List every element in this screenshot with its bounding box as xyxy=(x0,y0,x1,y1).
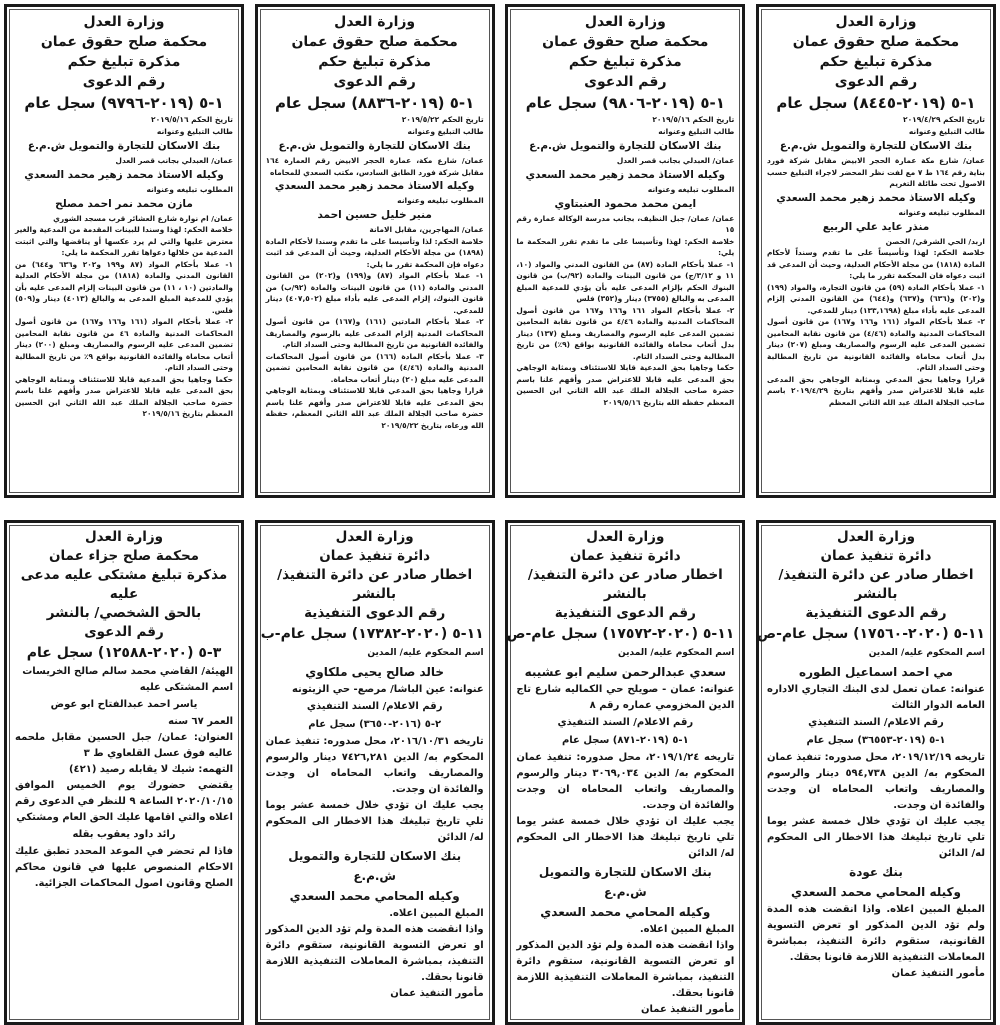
notice-body: عنوانه: عين الباشا/ مرصع- حي الزيتونه xyxy=(291,684,484,695)
notice-body: حكما وجاهيا بحق المدعية قابلا للاستئناف وبمثابة الوجاهي بحق المدعى عليه قابلا للاعتراض صدر وأفهم علنا باسم حضرة صاحب الجلالة الملك عبد الله الثاني ابن الحسين المعظم حفظه الله بتاريخ ٢٠١٩/٥/١٦ xyxy=(516,363,735,407)
notice-heading: دائرة تنفيذ عمان xyxy=(820,548,932,564)
notice-heading: اخطار صادر عن دائرة التنفيذ/بالنشر xyxy=(778,567,974,602)
notice-label: تاريخ الحكم ٢٠١٩/٥/١٦ xyxy=(151,115,233,124)
notice-body: يجب عليك ان تؤدي خلال خمسة عشر يوما تلي تاريخ تبليغك هذا الاخطار الى المحكوم له/ الدائن xyxy=(766,816,985,859)
notice-body: ١- عملا بأحكام المواد (٨٧ و١٩٩ و٢٠٢ و٦٣٦ و٦٤٤) من القانون المدني والمادة (١٨١٨) من مجلة الأحكام العدلية والمادتين (١٠ ، ١١) من قانون البينات إلزام المدعى عليه بأن يؤدي للمدعية المبلغ المدعى به والبالغ (٤٠١٣) دينار و(٥٠٩) فلس. xyxy=(15,259,233,315)
notice-body: العمر ٦٧ سنه xyxy=(168,716,233,727)
legal-notice xyxy=(255,520,495,1025)
notice-body: خلاصة الحكم: لذا وتأسيسا على ما تقدم وسندا لأحكام المادة (١٨٩٨) من مجلة الأحكام العدلية، وحيث أن المدعي قد اثبت دعواه فإن المحكمة تقرر ما يلي: xyxy=(265,236,484,269)
notice-heading: وزارة العدل xyxy=(586,529,665,545)
notice-body: ٢- عملا بأحكام المواد ١٦١ و١٦٦ و١٦٧ من قانون أصول المحاكمات المدنية والمادة ٤/٤٦ من قانون نقابة المحامين تضمين المدعى عليه الرسوم والمصاريف ومبلغ (١٣٧) دينار بدل أتعاب محاماة والفائدة القانونية بواقع (٩٪) من تاريخ المطالبة وحتى السداد التام. xyxy=(516,305,735,361)
notice-label: طالب التبليغ وعنوانه xyxy=(658,127,735,136)
notice-subcase: ١-٥ (٢٠١٩-٣٦٥٥٣) سجل عام xyxy=(806,735,946,746)
notice-heading: رقم الدعوى xyxy=(584,74,667,90)
notice-party: وكيله الاستاذ محمد زهير محمد السعدي xyxy=(274,180,475,192)
notice-body: المبلغ المبين اعلاه. xyxy=(639,924,735,935)
notice-body: عمان/ العبدلي بجانب قصر العدل xyxy=(616,156,735,165)
notice-case-number: ١-٥ (٢٠١٩-٩٨٠٦) سجل عام xyxy=(525,94,725,112)
notice-body: واذا انقضت هذه المدة ولم تؤد الدين المذكور او تعرض التسوية القانونية، ستقوم دائرة التنفيذ، بمباشرة المعاملات التنفيذية اللازمة قانونا بحقك. xyxy=(516,940,735,999)
notice-heading: وزارة العدل xyxy=(836,529,915,545)
notice-body: فاذا لم تحضر في الموعد المحدد تطبق عليك الاحكام المنصوص عليها في قانون محاكم الصلح وقانون اصول المحاكمات الجزائية. xyxy=(15,846,233,889)
notice-party: وكيله الاستاذ محمد زهير محمد السعدي xyxy=(24,168,224,181)
notice-heading: اخطار صادر عن دائرة التنفيذ/بالنشر xyxy=(277,567,473,602)
notice-heading: بالحق الشخصي/ بالنشر xyxy=(46,605,202,621)
notice-body: خلاصة الحكم: لهذا وتأسيساً على ما تقدم وسنداً لأحكام المادة (١٨١٨) من مجلة الأحكام العدلية، وحيث أن المدعي قد اثبت دعواه فان المحكمة تقرر ما يلي: xyxy=(766,248,985,280)
notice-heading: دائرة تنفيذ عمان xyxy=(569,548,681,564)
notice-body: اربد/ الحي الشرقي/ الحصن xyxy=(885,236,985,246)
notice-label: تاريخ الحكم ٢٠١٩/٤/٢٩ xyxy=(903,115,985,124)
notice-body: خلاصة الحكم: لهذا وسندا للبينات المقدمة من المدعية والغير معترض عليها والتي لم يرد عكسها أو يناقضها والتي اثبتت المدعية من خلالها دعواها تقرر المحكمة ما يلي: xyxy=(15,225,233,257)
notice-subcase: ٢-٥ (٢٠١٦-٣٦٥٠) سجل عام xyxy=(308,719,442,730)
notice-party: بنك الاسكان للتجارة والتمويل ش.م.ع xyxy=(779,140,973,152)
notice-heading: مذكرة تبليغ مشتكى عليه مدعى عليه xyxy=(20,567,228,602)
notice-label: اسم المحكوم عليه/ المدين xyxy=(618,648,735,658)
notice-heading: محكمة صلح حقوق عمان xyxy=(40,34,208,50)
notice-label: المطلوب تبليغه وعنوانه xyxy=(647,184,735,194)
top-notices-row xyxy=(0,4,1000,498)
notice-case-number: ١-٥ (٢٠١٩-٨٨٣٦) سجل عام xyxy=(275,94,475,112)
notice-party: بنك الاسكان للتجارة والتمويل ش.م.ع xyxy=(538,865,712,899)
notice-party: وكيله المحامي محمد السعدي xyxy=(540,905,711,919)
notice-heading: محكمة صلح حقوق عمان xyxy=(291,34,458,50)
notice-subcase: رقم الاعلام/ السند التنفيذي xyxy=(808,717,944,728)
notice-body: الهيئة/ القاضي محمد سالم صالح الخريسات xyxy=(22,666,233,677)
notice-heading: محكمة صلح حقوق عمان xyxy=(792,34,960,50)
notice-subcase: رقم الاعلام/ السند التنفيذي xyxy=(306,701,443,712)
notice-heading: وزارة العدل xyxy=(835,14,917,30)
notice-case-number: ١-٥ (٢٠١٩-٩٧٩٦) سجل عام xyxy=(24,94,224,112)
notice-heading: رقم الدعوى التنفيذية xyxy=(304,605,446,621)
notice-body: مأمور التنفيذ عمان xyxy=(891,968,985,979)
notice-party: وكيله الاستاذ محمد زهير محمد السعدي xyxy=(776,191,976,204)
notice-heading: رقم الدعوى التنفيذية xyxy=(554,605,696,621)
notice-label: طالب التبليغ وعنوانه xyxy=(407,127,484,136)
notice-body: يقتضي حضورك يوم الخميس الموافق ٢٠٢٠/١٠/١٥ الساعة ٩ للنظر في الدعوى رقم اعلاه والتي اقامها عليك الحق العام ومشتكي xyxy=(15,780,233,823)
notice-party: منير خليل حسين احمد xyxy=(317,209,432,221)
legal-notice xyxy=(756,520,996,1025)
notice-body: ١- عملا بأحكام المادة (٥٩) من قانون التجارة، والمواد (١٩٩) و(٢٠٢) و(٦٣٦) و(٦٣٧) و(٦٤٤) من القانون المدني إلزام المدعى عليه بأداء مبلغ (١٣٣,١٦٩٨) دينار للمدعي. xyxy=(766,282,985,315)
notice-heading: مذكرة تبليغ حكم xyxy=(568,54,682,70)
notice-body: يجب عليك ان تؤدي خلال خمسة عشر يوما تلي تاريخ تبليغك هذا الاخطار الى المحكوم له/ الدائن xyxy=(516,816,735,859)
notice-body: ١- عملا بأحكام المادة (٨٧) من القانون المدني والمواد (١٠، ١١ و ٣/١٢/ج) من قانون البينات والمادة (٩٢/ب) من قانون البنوك الحكم بإلزام المدعى عليه بأن يؤدي للمدعية المبلغ المدعى به والبالغ (٣٧٥٥) دينار و(٣٥٢) فلس xyxy=(516,259,735,303)
notice-label: تاريخ الحكم ٢٠١٩/٥/٢٢ xyxy=(401,115,484,124)
notice-heading: رقم الدعوى xyxy=(84,624,164,640)
notice-party: وكيله المحامي محمد السعدي xyxy=(289,889,460,903)
notice-body: مأمور التنفيذ عمان xyxy=(390,988,484,999)
notice-label: اسم المحكوم عليه/ المدين xyxy=(868,648,985,658)
notice-label: المطلوب تبليغه وعنوانه xyxy=(397,196,484,205)
notice-heading: رقم الدعوى xyxy=(333,74,416,90)
notice-body: تاريخه ٢٠١٦/١٠/٣١، محل صدوره: تنفيذ عمان المحكوم به/ الدين ٧٤٢٦,٢٨١ دينار والرسوم والمصاريف واتعاب المحاماه ان وجدت والفائدة ان وجدت. xyxy=(265,736,484,795)
notice-heading: محكمة صلح حقوق عمان xyxy=(542,34,709,50)
notice-body: عمان/ شارع مكة عمارة الحجر الابيض مقابل شركة فورد بناية رقم ١٦٤ ط ٧ مع لفت نظر المحضر لاجراء التبليغ حسب الاصول تحت طائلة التغريم xyxy=(766,156,985,188)
notice-heading: مذكرة تبليغ حكم xyxy=(67,54,181,70)
notice-body: قرارا وجاهيا بحق المدعي وبمثابة الوجاهي بحق المدعى عليه قابلا للاعتراض صدر وأفهم بتاريخ ٢٠١٩/٤/٢٩ باسم صاحب الجلالة الملك عبد الله الثاني المعظم xyxy=(766,374,985,407)
notice-party: بنك الاسكان للتجارة والتمويل ش.م.ع xyxy=(27,140,221,152)
notice-heading: دائرة تنفيذ عمان xyxy=(319,548,431,564)
notice-label: طالب التبليغ وعنوانه xyxy=(908,127,985,136)
notice-subcase: ياسر احمد عبدالفتاح ابو عوض xyxy=(50,699,198,710)
notice-body: مأمور التنفيذ عمان xyxy=(640,1004,735,1015)
notice-body: واذا انقضت هذه المدة ولم تؤد الدين المذكور او تعرض التسوية القانونية، ستقوم دائرة التنفيذ، بمباشرة المعاملات التنفيذية اللازمة قانونا بحقك. xyxy=(265,924,484,983)
notice-party: مي احمد اسماعيل الطوره xyxy=(799,665,953,679)
notice-body: ٢- عملا بأحكام المادتين (١٦١) و(١٦٧) من قانون أصول المحاكمات المدنية إلزام المدعى عليه بالرسوم والمصاريف والفائدة القانونية من تاريخ المطالبة وحتى السداد التام. xyxy=(265,317,484,349)
notice-heading: وزارة العدل xyxy=(335,529,414,545)
legal-notice xyxy=(4,520,244,1025)
notice-body: عمان/ المهاجرين، مقابل الامانة xyxy=(369,225,484,234)
notice-body: ٢- عملا بأحكام المواد (١٦١ و١٦٦ و١٦٧) من قانون أصول المحاكمات المدنية والمادة (٤/٤٦) من قانون نقابة المحامين تضمين المدعى عليه الرسوم والمصاريف ومبلغ (٢٠٧) دينار بدل أتعاب محاماة والفائدة القانونية من تاريخ المطالبة وحتى السداد التام. xyxy=(766,317,985,372)
notice-party: بنك الاسكان للتجارة والتمويل ش.م.ع xyxy=(529,140,722,152)
notice-case-number: ١١-٥ (٢٠٢٠-١٧٥٧٢) سجل عام-ص xyxy=(506,626,735,642)
notice-case-number: ١١-٥ (٢٠٢٠-١٧٣٨٢) سجل عام-ب xyxy=(260,626,484,642)
legal-notice xyxy=(756,4,996,498)
notice-label: اسم المحكوم عليه/ المدين xyxy=(367,648,484,658)
notice-heading: رقم الدعوى xyxy=(834,74,918,90)
notice-body: عمان/ عمان/ جبل النظيف، بجانب مدرسة الوكالة عمارة رقم ١٥ xyxy=(516,213,735,234)
notice-body: التهمه: شيك لا يقابله رصيد (٤٢١) xyxy=(68,764,233,775)
notice-party: سعدي عبدالرحمن سليم ابو عشيبه xyxy=(524,665,727,679)
notice-heading: رقم الدعوى xyxy=(82,74,166,90)
legal-notice xyxy=(4,4,244,498)
notice-label: طالب التبليغ وعنوانه xyxy=(156,127,233,136)
legal-notice xyxy=(505,520,745,1025)
notice-heading: محكمة صلح جزاء عمان xyxy=(48,548,200,564)
notice-body: حكما وجاهيا بحق المدعية قابلا للاستئناف وبمثابة الوجاهي بحق المدعى عليه قابلا للاعتراض صدر وأفهم علنا باسم حضرة صاحب الجلالة الملك عبد الله الثاني ابن الحسين المعظم بتاريخ ٢٠١٩/٥/١٦ xyxy=(15,374,233,418)
notice-party: بنك الاسكان للتجارة والتمويل ش.م.ع xyxy=(278,140,471,152)
notice-label: المطلوب تبليغه وعنوانه xyxy=(898,207,985,217)
bottom-notices-row xyxy=(0,520,1000,1025)
notice-party: وكيله المحامي محمد السعدي xyxy=(790,885,961,899)
notice-subcase: رقم الاعلام/ السند التنفيذي xyxy=(557,717,694,728)
notice-heading: وزارة العدل xyxy=(83,14,165,30)
notice-heading: رقم الدعوى التنفيذية xyxy=(805,605,947,621)
notice-label: تاريخ الحكم ٢٠١٩/٥/١٦ xyxy=(652,115,735,124)
notice-heading: مذكرة تبليغ حكم xyxy=(318,54,432,70)
notice-heading: وزارة العدل xyxy=(584,14,666,30)
notice-body: عنوانه: عمان تعمل لدى البنك التجاري الاداره العامه الدوار الثالث xyxy=(766,684,985,711)
notice-party: بنك الاسكان للتجارة والتمويل ش.م.ع xyxy=(288,849,462,883)
notice-party: ايمن محمد محمود العنبتاوي xyxy=(554,197,697,210)
notice-case-number: ١١-٥ (٢٠٢٠-١٧٥٦٠) سجل عام-ص xyxy=(757,626,985,642)
notice-body: خلاصة الحكم: لهذا وتأسيسا على ما تقدم تقرر المحكمة ما يلي: xyxy=(516,236,735,257)
notice-subcase: رائد داود يعقوب بقله xyxy=(72,829,176,840)
notice-body: عمان/ ام نوارة شارع العشائر قرب مسجد الشوري xyxy=(53,213,233,223)
notice-heading: وزارة العدل xyxy=(334,14,416,30)
notice-body: ١- عملا بأحكام المواد (٨٧) و(١٩٩) و(٢٠٢) من القانون المدني والمادة (١١) من قانون البينات والمادة (٩٢/ب) من قانون البنوك، إلزام المدعى عليه بأداء مبلغ (٤٠٧,٥٠٢) دينار للمدعي. xyxy=(265,271,484,315)
notice-party: منذر عايد علي الربيع xyxy=(822,220,930,233)
notice-body: ٣- عملا بأحكام المادة (١٦٦) من قانون أصول المحاكمات المدنية والمادة (٤/٤٦) من قانون نقابة المحامين تضمين المدعى عليه مبلغ (٢٠) دينار أتعاب محاماة. xyxy=(265,351,484,384)
notice-party: بنك عودة xyxy=(849,865,903,879)
notice-body: عنوانه: عمان - صويلح حي الكماليه شارع تاج الدين المخزومي عماره رقم ٨ xyxy=(516,684,735,711)
notice-body: اسم المشتكى عليه xyxy=(139,682,233,693)
notice-body: العنوان: عمان/ جبل الحسين مقابل ملحمه عاليه فوق عسل القلعاوي ط ٣ xyxy=(15,732,233,759)
notice-heading: وزارة العدل xyxy=(84,529,164,545)
notice-subcase: ١-٥ (٢٠١٩-٨٧١) سجل عام xyxy=(561,735,689,746)
notice-body: قرارا وجاهيا بحق المدعي قابلا للاستئناف وبمثابة الوجاهي بحق المدعى عليه قابلا للاعتراض صدر وأفهم علنا باسم حضرة صاحب الجلالة الملك عبد الله الثاني المعظم، حفظه الله ورعاه، بتاريخ ٢٠١٩/٥/٢٢ xyxy=(265,386,484,430)
notice-label: المطلوب تبليغه وعنوانه xyxy=(146,184,233,194)
notice-body: عمان/ شارع مكة، عمارة الحجر الابيض رقم العمارة ١٦٤ مقابل شركة فورد الطابق السادس، مكتب السعدي للمحاماه xyxy=(265,156,484,177)
notice-case-number: ١-٥ (٢٠١٩-٨٤٤٥) سجل عام xyxy=(776,94,976,112)
notice-party: وكيله الاستاذ محمد زهير محمد السعدي xyxy=(525,168,726,181)
legal-notice xyxy=(255,4,495,498)
notice-body: تاريخه ٢٠١٩/١٢/١٩، محل صدوره: تنفيذ عمان المحكوم به/ الدين ٥٩٤,٧٣٨ دينار والرسوم والمصاريف واتعاب المحاماه ان وجدت والفائدة ان وجدت. xyxy=(766,752,985,811)
notice-body: عمان/ العبدلي بجانب قصر العدل xyxy=(115,156,233,165)
notice-party: مازن محمد نمر احمد مصلح xyxy=(55,197,193,210)
notice-body: المبلغ المبين اعلاه. xyxy=(389,908,484,919)
notice-case-number: ٣-٥ (٢٠٢٠-١٢٥٨٨) سجل عام xyxy=(26,645,222,661)
notice-heading: مذكرة تبليغ حكم xyxy=(819,54,933,70)
notice-body: يجب عليك ان تؤدي خلال خمسة عشر يوما تلي تاريخ تبليغك هذا الاخطار الى المحكوم له/ الدائن xyxy=(265,800,484,843)
notice-heading: اخطار صادر عن دائرة التنفيذ/بالنشر xyxy=(527,567,723,602)
notice-body: ٢- عملا بأحكام المواد (١٦١ و١٦٦ و١٦٧) من قانون أصول المحاكمات المدنية والمادة ٤٦ من قانون نقابة المحامين تضمين المدعى عليه الرسوم والمصاريف ومبلغ (٢٠٠) دينار أتعاب محاماة والفائدة القانونية بواقع ٩٪ من تاريخ المطالبة وحتى السداد التام. xyxy=(15,317,234,372)
notice-party: خالد صالح يحيى ملكاوي xyxy=(305,665,445,679)
legal-notice xyxy=(505,4,745,498)
notice-body: المبلغ المبين اعلاه. واذا انقضت هذه المدة ولم تؤد الدين المذكور او تعرض التسوية القانونية، ستقوم دائرة التنفيذ، بمباشرة المعاملات التنفيذية اللازمة قانونا بحقك. xyxy=(766,904,985,963)
notice-body: تاريخه ٢٠١٩/١/٢٤، محل صدوره: تنفيذ عمان المحكوم به/ الدين ٣٠٦٩,٠٣٤ دينار والرسوم والمصاريف واتعاب المحاماه ان وجدت والفائدة ان وجدت. xyxy=(516,752,735,811)
